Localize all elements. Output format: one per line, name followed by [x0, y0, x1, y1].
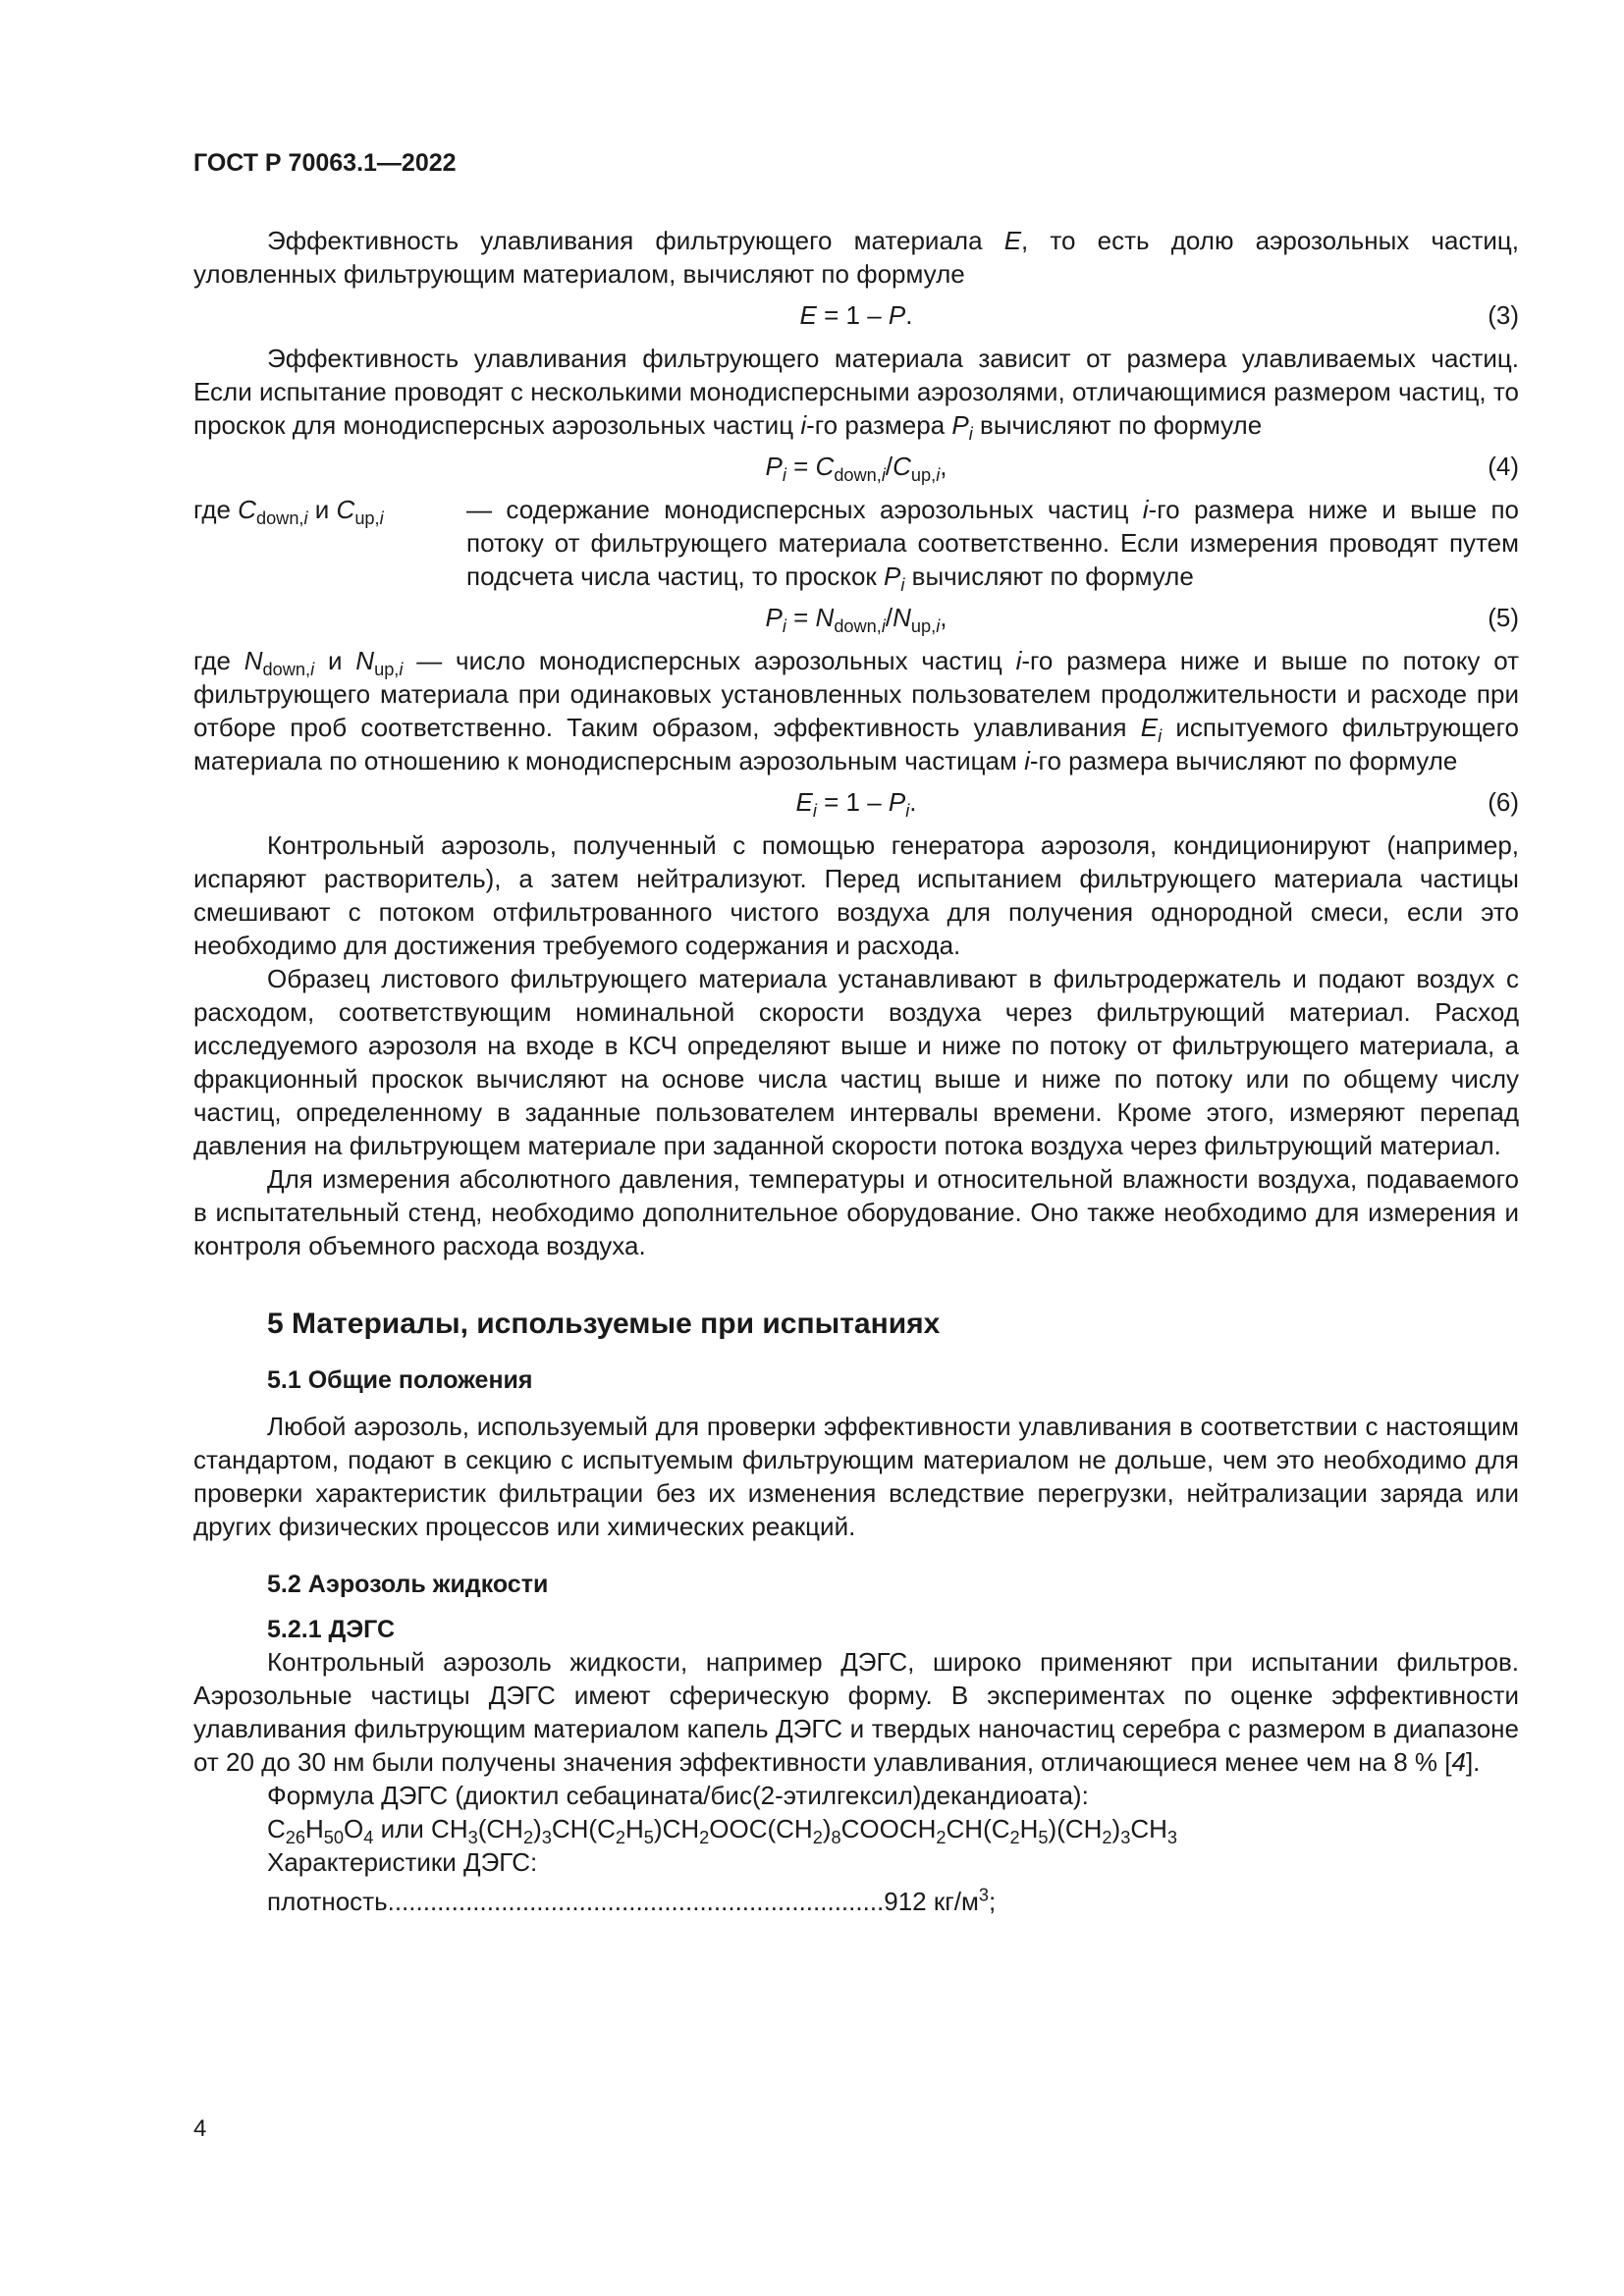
paragraph-efficiency-definition: Эффективность улавливания фильтрующего материала E, то есть долю аэрозольных частиц, уловленных фильтрующим материалом, вычисляют по формуле — [193, 226, 1519, 289]
equation-number: (5) — [1488, 603, 1519, 632]
equation-formula: $P_i = N_{down,i}/N_{up,i}$, — [765, 603, 947, 637]
section-heading-5-2-1: 5.2.1 ДЭГС — [267, 1616, 396, 1643]
property-density: плотность......................................................................912 $кг/м^3$; — [267, 1885, 997, 1916]
equation-number: (6) — [1488, 787, 1519, 817]
equation-5 — [193, 601, 1519, 637]
page-number: 4 — [193, 2115, 207, 2142]
equation-number: (3) — [1488, 300, 1519, 330]
chemical-formula: $C_{26}H_{50}O_4$ или $CH_3(CH_2)_3CH(C_2H_5)CH_2OOC(CH_2)_8COOCH_2CH(C_2H_5)(CH_2)_3CH_3$ — [267, 1814, 1178, 1848]
document-header: ГОСТ Р 70063.1—2022 — [193, 149, 457, 177]
paragraph-degs-properties-label: Характеристики ДЭГС: — [267, 1847, 538, 1877]
paragraph-control-aerosol: Контрольный аэрозоль, полученный с помощью генератора аэрозоля, кондиционируют (например, испаряют растворитель), а затем нейтрализуют. Перед испытанием фильтрующего материала частицы смешивают с потоком отфильтрованного чистого воздуха для получения однородной смеси, если это необходимо для достижения требуемого содержания и расхода. — [193, 830, 1519, 960]
page-content — [193, 224, 1519, 1918]
paragraph-count-definition: где $N_{down,i}$ и $N_{up,i}$ — число монодисперсных аэрозольных частиц i-го размера ниже и выше по потоку от фильтрующего материала при одинаковых установленных пользователем продолжительности и расходе при отборе проб соответственно. Таким образом, эффективность улавливания $E_i$ испытуемого фильтрующего материала по отношению к монодисперсным аэрозольным частицам i-го размера вычисляют по формуле — [193, 646, 1519, 775]
equation-formula: E = 1 – P. — [799, 300, 913, 330]
section-heading-5-1: 5.1 Общие положения — [267, 1366, 533, 1394]
paragraph-degs-description: Контрольный аэрозоль жидкости, например ДЭГС, широко применяют при испытании фильтров. Аэрозольные частицы ДЭГС имеют сферическую форму. В экспериментах по оценке эффективности улавливания фильтрующим материалом капель ДЭГС и твердых наночастиц серебра с размером в диапазоне от 20 до 30 нм были получены значения эффективности улавливания, отличающиеся менее чем на 8 % [4]. — [193, 1647, 1519, 1777]
equation-formula: $P_i = C_{down,i}/C_{up,i}$, — [765, 452, 947, 486]
equation-number: (4) — [1488, 452, 1519, 481]
section-heading-5-2: 5.2 Аэрозоль жидкости — [267, 1571, 549, 1598]
paragraph-sample-setup: Образец листового фильтрующего материала устанавливают в фильтродержатель и подают воздух с расходом, соответствующим номинальной скорости воздуха через фильтрующий материал. Расход исследуемого аэрозоля на входе в КСЧ определяют выше и ниже по потоку от фильтрующего материала, а фракционный проскок вычисляют на основе числа частиц выше и ниже по потоку или по общему числу частиц, определенному в заданные пользователем интервалы времени. Кроме этого, измеряют перепад давления на фильтрующем материале при заданной скорости потока воздуха через фильтрующий материал. — [193, 964, 1519, 1160]
equation-6 — [193, 785, 1519, 822]
paragraph-degs-formula-label: Формула ДЭГС (диоктил себацината/бис(2-этилгексил)декандиоата): — [267, 1781, 1089, 1810]
equation-4 — [193, 450, 1519, 486]
paragraph-penetration-size: Эффективность улавливания фильтрующего материала зависит от размера улавливаемых частиц. Если испытание проводят с несколькими монодисперсными аэрозолями, отличающимися размером частиц, то проскок для монодисперсных аэрозольных частиц i-го размера $P_i$ вычисляют по формуле — [193, 344, 1519, 445]
where-clause — [193, 493, 1519, 596]
section-heading-5: 5 Материалы, используемые при испытаниях — [267, 1308, 941, 1340]
where-text: — содержание монодисперсных аэрозольных частиц i-го размера ниже и выше по потоку от фильтрующего материала соответственно. Если измерения проводят путем подсчета числа частиц, то проскок $P_i$ вычисляют по формуле — [466, 495, 1519, 596]
equation-3 — [193, 298, 1519, 332]
equation-formula: $E_i = 1 - P_i$. — [795, 787, 917, 822]
where-label: где $C_{down,i}$ и $C_{up,i}$ — [193, 495, 384, 529]
paragraph-extra-equipment: Для измерения абсолютного давления, температуры и относительной влажности воздуха, подаваемого в испытательный стенд, необходимо дополнительное оборудование. Оно также необходимо для измерения и контроля объемного расхода воздуха. — [193, 1164, 1519, 1260]
paragraph-general-provisions: Любой аэрозоль, используемый для проверки эффективности улавливания в соответствии с настоящим стандартом, подают в секцию с испытуемым фильтрующим материалом не дольше, чем это необходимо для проверки характеристик фильтрации без их изменения вследствие перегрузки, нейтрализации заряда или других физических процессов или химических реакций. — [193, 1412, 1519, 1541]
